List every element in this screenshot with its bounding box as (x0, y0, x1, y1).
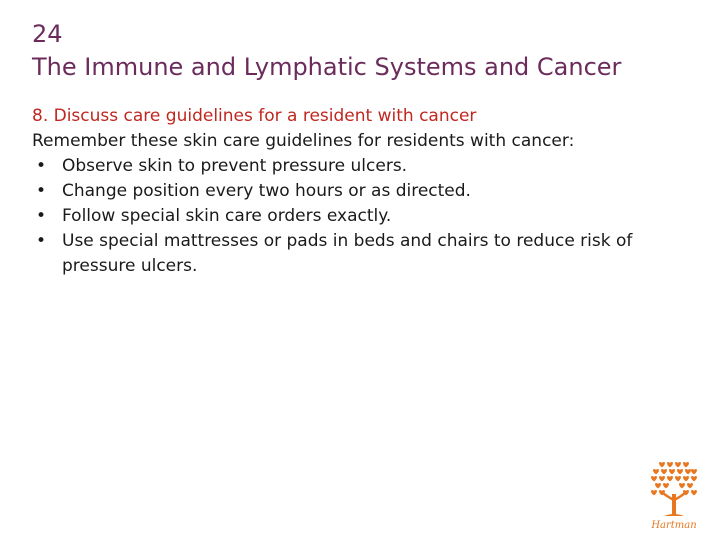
bullet-icon: • (36, 231, 47, 251)
heart-icon (661, 469, 667, 474)
list-item (36, 179, 692, 204)
heart-icon (687, 483, 693, 488)
slide-content (32, 104, 692, 279)
list-item (36, 229, 692, 279)
list-item-text: Follow special skin care orders exactly. (62, 206, 392, 226)
bullet-list (32, 154, 692, 279)
heart-icon (667, 462, 673, 467)
list-item-text: Change position every two hours or as directed. (62, 181, 471, 201)
heart-icon (655, 483, 661, 488)
slide-title (32, 18, 702, 84)
heart-icon (669, 469, 675, 474)
heart-icon (683, 462, 689, 467)
bullet-icon: • (36, 156, 47, 176)
bullet-icon: • (36, 181, 47, 201)
logo-wordmark: Hartman (651, 520, 697, 531)
list-item-text: Observe skin to prevent pressure ulcers. (62, 156, 408, 176)
heart-icon (653, 469, 659, 474)
chapter-number: 24 (32, 20, 63, 48)
section-heading: 8. Discuss care guidelines for a resident with cancer (32, 106, 477, 126)
heart-tree-icon (651, 462, 697, 495)
heart-icon (663, 483, 669, 488)
list-item (36, 204, 692, 229)
hartman-logo (642, 456, 706, 532)
list-item (36, 154, 692, 179)
heart-icon (659, 476, 665, 481)
heart-icon (683, 476, 689, 481)
heart-icon (675, 476, 681, 481)
intro-text: Remember these skin care guidelines for residents with cancer: (32, 131, 575, 151)
heart-icon (667, 476, 673, 481)
heart-icon (691, 469, 697, 474)
heart-icon (677, 469, 683, 474)
bullet-icon: • (36, 206, 47, 226)
heart-icon (659, 462, 665, 467)
heart-icon (651, 476, 657, 481)
heart-icon (685, 469, 691, 474)
heart-icon (675, 462, 681, 467)
chapter-title: The Immune and Lymphatic Systems and Cancer (32, 53, 622, 81)
heart-icon (679, 483, 685, 488)
list-item-text: Use special mattresses or pads in beds and chairs to reduce risk of pressure ulcers. (62, 231, 633, 276)
heart-icon (651, 490, 657, 495)
heart-icon (691, 476, 697, 481)
heart-icon (691, 490, 697, 495)
